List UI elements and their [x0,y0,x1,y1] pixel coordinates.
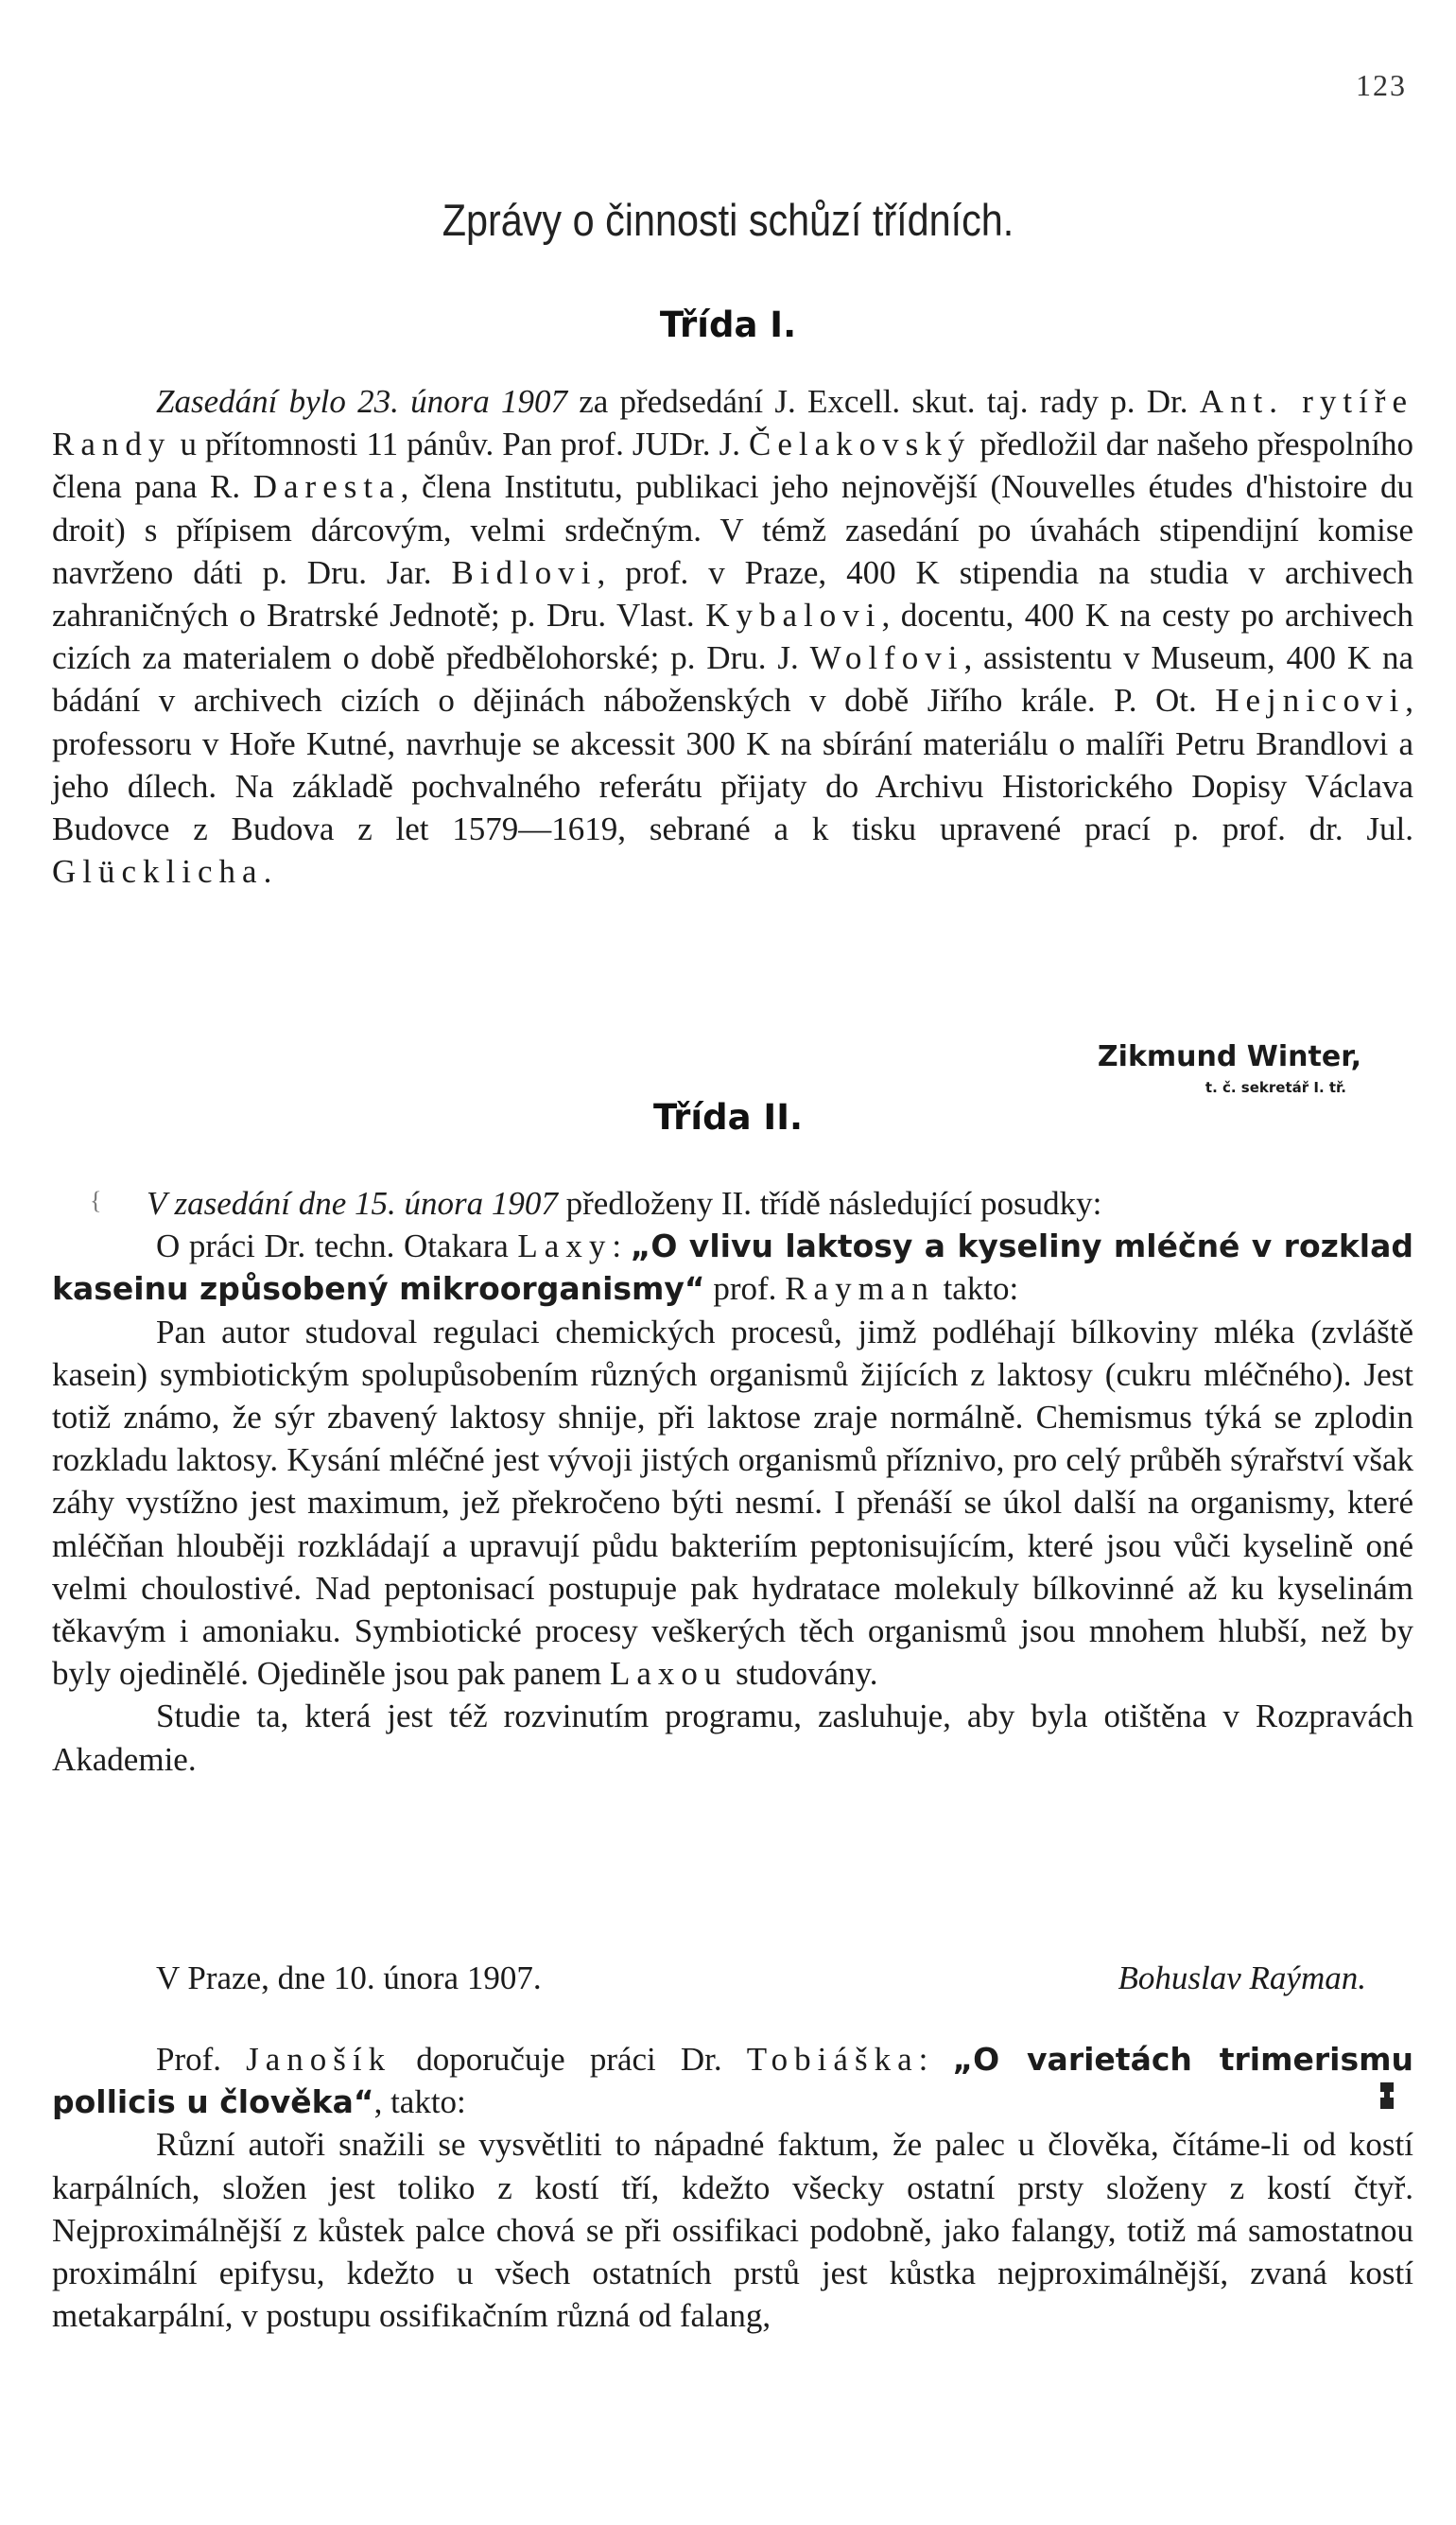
person-name: Hejnicovi [1215,682,1406,720]
person-name: Janošík [246,2041,392,2078]
text-run: , člena Institutu, publikaci jeho nejnovější (Nouvelles études d'histoire du droit) s přípisem dárcovým, velmi srdečným. V témž zasedání po úvahách stipendijní komise navrženo dáti p. Dru. Jar. [52,468,1413,591]
review-2-heading-paragraph [52,2038,1413,2123]
secretary-signature [1098,1040,1361,1096]
text-run: studovány. [727,1655,878,1693]
meeting-date: V zasedání dne 15. února 1907 [147,1185,558,1222]
text-run: , professoru v Hoře Kutné, navrhuje se akcessit 300 K na sbírání materiálu o malíři Petru Brandlovi a jeho dílech. Na základě pochvalného referátu přijaty do Archivu Historického Dopisy Václava Budovce z Budova z let 1579—1619, sebrané a k tisku upravené prací p. prof. dr. Jul. [52,682,1413,848]
review-1-conclusion-paragraph: Studie ta, která jest též rozvinutím programu, zasluhuje, aby byla otištěna v Rozpravách Akademie. [52,1698,1413,1778]
review-1-heading-paragraph [52,1225,1413,1310]
signature-name: Zikmund Winter, [1097,1040,1361,1073]
person-name: Bidlovi [451,553,598,591]
text-run: , prof. v Praze, 400 K stipendia na studia v archivech zahraničných o Bratrské Jednotě; p. Dru. Vlast. [52,553,1413,635]
text-run: u přítomnosti 11 pánův. Pan prof. JUDr. J. [171,426,749,463]
person-name: Laxou [609,1655,728,1693]
review-1-body-paragraph [52,1311,1413,1696]
person-name: Wolfovi [809,639,964,677]
class-2-body [52,1182,1413,1781]
person-name: Rayman [785,1270,935,1308]
person-name: Ant. rytíře Randy [52,383,1413,463]
signature-title: t. č. sekretář I. tř. [1205,1079,1346,1096]
person-name: Glücklicha [52,853,264,891]
text-run: doporučuje práci Dr. [391,2041,747,2078]
section-heading-class-1: Třída I. [659,305,797,345]
class-2-intro [52,1182,1413,1225]
section-heading-class-2: Třída II. [652,1097,804,1138]
text-run: za předsedání J. Excell. skut. taj. rady p. Dr. [566,383,1200,420]
person-name: Tobiáška [746,2041,919,2078]
margin-mark: { [90,1187,102,1214]
work-title: „O varietách trimerismu pollicis u člověka“ [52,2041,1413,2121]
work-title: „O vlivu laktosy a kyseliny mléčné v rozklad kaseinu způsobený mikroorganismy“ [52,1228,1413,1308]
person-name: Čelakovský [749,426,972,463]
text-run: O práci Dr. techn. Otakara [156,1228,518,1265]
text-run: předloženy II. třídě následující posudky: [557,1185,1102,1222]
text-run: : [612,1228,631,1265]
reviewer-signature: Bohuslav Raýman. [1118,1959,1366,1996]
text-run: Prof. [156,2041,247,2078]
print-mark-icon [1377,2081,1397,2111]
class-1-body [52,380,1413,893]
text-run: prof. [704,1270,786,1308]
text-run: takto: [934,1270,1019,1308]
text-run: Pan autor studoval regulaci chemických procesů, jimž podléhají bílkoviny mléka (zvláště kasein) symbiotickým spolupůsobením různých organismů žijících z laktosy (cukru mléčného). Jest totiž známo, že sýr zbavený laktosy shnije, při laktose zraje normálně. Chemismus týká se zplodin rozkladu laktosy. Kysání mléčné jest vývoji jistých organismů příznivo, pro celý průběh sýrařství však záhy vystížno jest maximum, jež překročeno býti nesmí. I přenáší se úkol další na organismy, které mléčňan hlouběji rozkládají a upravují půdu bakteriím peptonisujícím, které jsou vůči kyselině oné velmi choulostivé. Nad peptonisací postupuje pak hydratace molekuly bílkovinné až ku kyselinám těkavým i amoniaku. Symbiotické procesy veškerých těch organismů jsou mnohem hlubší, než by byly ojedinělé. Ojediněle jsou pak panem [52,1313,1413,1693]
page-number: 123 [1356,68,1407,102]
class-1-paragraph [52,380,1413,893]
meeting-date: Zasedání bylo 23. února 1907 [156,383,567,420]
review-2-body [52,2038,1413,2337]
text-run: . [263,853,272,891]
person-name: Daresta [252,468,401,506]
person-name: Laxy [517,1228,613,1265]
text-run: : [918,2041,953,2078]
person-name: Kybalovi [705,597,882,635]
page-title: Zprávy o činnosti schůzí třídních. [442,195,1014,245]
text-run: předložil dar našeho přespolního člena pana R. [52,426,1413,506]
text-run: , takto: [373,2083,466,2121]
review-2-body-paragraph: Různí autoři snažili se vysvětliti to nápadné faktum, že palec u člověka, čítáme-li od kostí karpálních, složen jest toliko z kostí tří, kdežto všecky ostatní prsty složeny z kostí čtyř. Nejproximálnější z kůstek palce chová se při ossifikaci podobně, jako falangy, totiž má samostatnou proximální epifysu, kdežto u všech ostatních prstů jest kůstka nejproximálnější, zvaná kostí metakarpální, v postupu ossifikačním různá od falang, [52,2126,1413,2335]
text-run: , assistentu v Museum, 400 K na bádání v archivech cizích o dějinách náboženských v době Jiřího krále. P. Ot. [52,639,1414,720]
text-run: , docentu, 400 K na cesty po archivech cizích za materialem o době předbělohorské; p. Dru. J. [52,597,1413,677]
review-date: V Praze, dne 10. února 1907. [156,1959,542,1996]
